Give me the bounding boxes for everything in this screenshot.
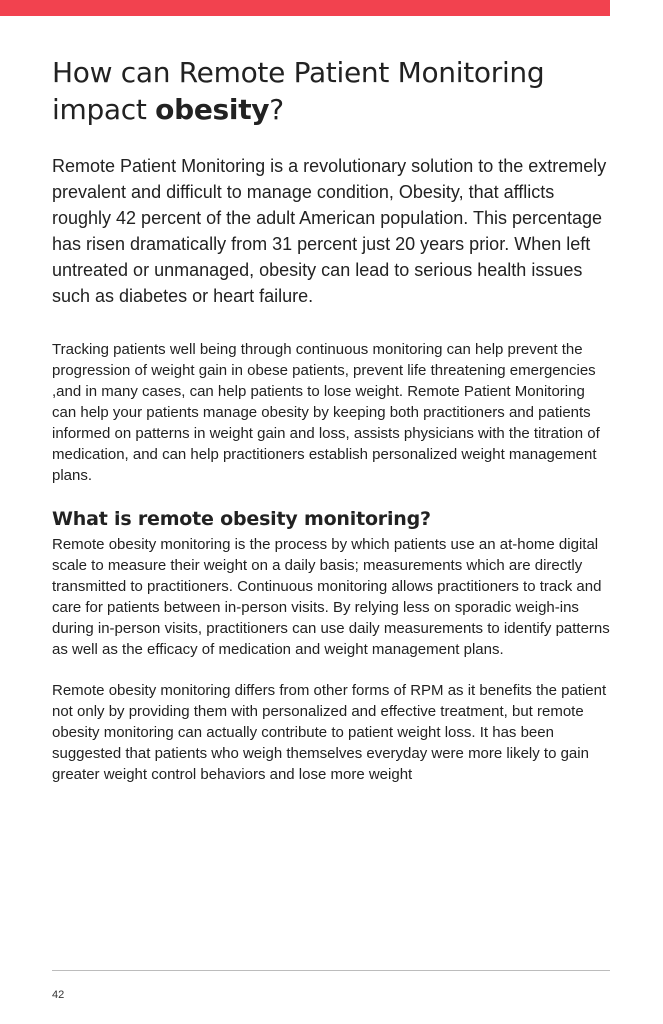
intro-paragraph: Tracking patients well being through continuous monitoring can help prevent the progression of weight gain in obese patients, prevent life threatening emergencies ,and in many cases, can help patients to lose weight. Remote Patient Monitoring can help your patients manage obesity by keeping both practitioners and patients informed on patterns in weight gain and loss, assists physicians with the titration of medication, and can help practitioners establish personalized weight management plans.	[52, 341, 600, 484]
section-paragraph-2: Remote obesity monitoring differs from other forms of RPM as it benefits the patient not only by providing them with personalized and effective treatment, but remote obesity monitoring can actually contribute to patient weight loss. It has been suggested that patients who weigh themselves everyday were more likely to gain greater weight control behaviors and lose more weight	[52, 682, 607, 783]
title-prefix: How can Remote Patient Monitoring impact	[52, 56, 545, 126]
title-emphasis: obesity	[155, 93, 270, 126]
footer-divider	[52, 970, 610, 971]
lead-paragraph: Remote Patient Monitoring is a revolutionary solution to the extremely prevalent and difficult to manage condition, Obesity, that afflicts roughly 42 percent of the adult American population. This percentage has risen dramatically from 31 percent just 20 years prior. When left untreated or unmanaged, obesity can lead to serious health issues such as diabetes or heart failure.	[52, 156, 607, 306]
page-content	[52, 54, 612, 785]
title-suffix: ?	[269, 93, 284, 126]
page-number: 42	[52, 989, 65, 1001]
section-paragraph-1: Remote obesity monitoring is the process by which patients use an at-home digital scale to measure their weight on a daily basis; measurements which are directly transmitted to practitioners. Continuous monitoring allows practitioners to track and care for patients between in-person visits. By relying less on sporadic weigh-ins during in-person visits, practitioners can use daily measurements to identify patterns as well as the efficacy of medication and weight management plans.	[52, 536, 610, 658]
section-heading: What is remote obesity monitoring?	[52, 508, 431, 530]
page-title	[52, 54, 612, 128]
top-accent-bar	[0, 0, 610, 16]
